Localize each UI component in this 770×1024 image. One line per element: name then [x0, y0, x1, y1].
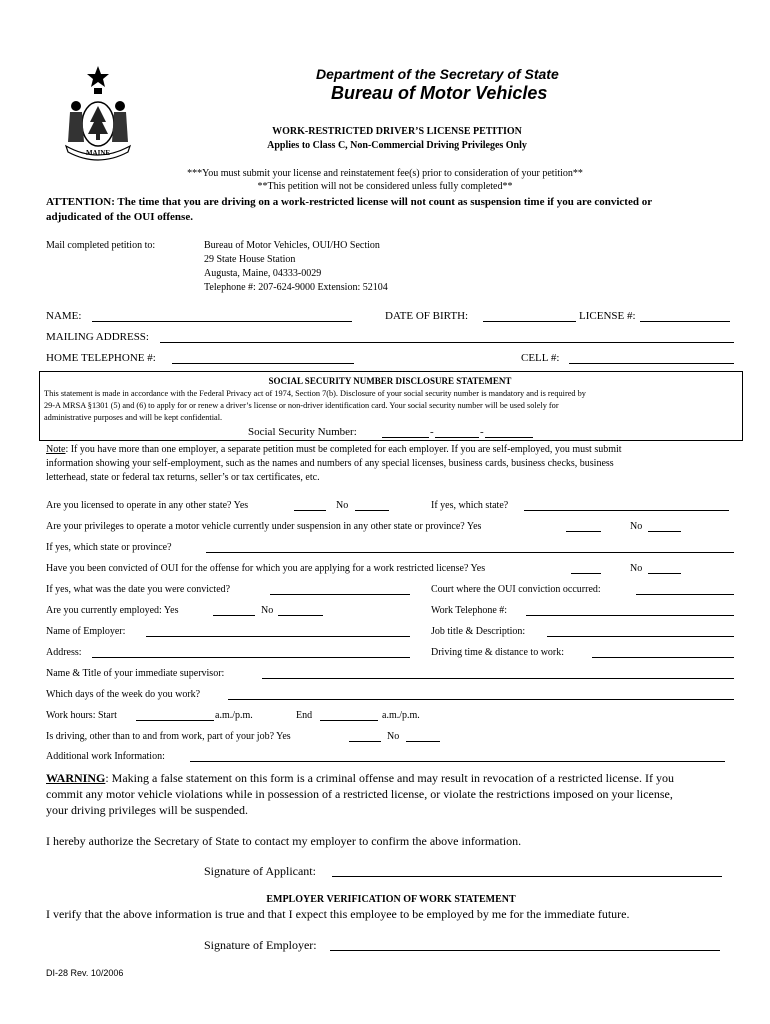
licensed-other-yes-field[interactable] — [294, 510, 326, 511]
q-oui-conviction: Have you been convicted of OUI for the offense for which you are applying for a work restricted license? Yes — [46, 563, 486, 574]
seal-banner-text: MAINE — [85, 149, 111, 157]
address-label: Address: — [46, 647, 82, 658]
mailing-address-field[interactable] — [160, 342, 734, 343]
job-title-field[interactable] — [547, 636, 734, 637]
work-hours-end-label: End — [296, 710, 313, 721]
address-field[interactable] — [92, 657, 410, 658]
work-days-field[interactable] — [228, 699, 734, 700]
dob-label: DATE OF BIRTH: — [385, 310, 469, 322]
q-licensed-other-state: Are you licensed to operate in any other state? Yes — [46, 500, 249, 511]
employed-no-field[interactable] — [278, 615, 323, 616]
ssn-text-3: administrative purposes and will be kept confidential. — [44, 413, 223, 422]
authorize-statement: I hereby authorize the Secretary of State to contact my employer to confirm the above information. — [46, 834, 522, 848]
start-ampm: a.m./p.m. — [215, 710, 253, 721]
conviction-date-field[interactable] — [270, 594, 410, 595]
form-title: WORK-RESTRICTED DRIVER’S LICENSE PETITION — [272, 126, 522, 137]
end-ampm: a.m./p.m. — [382, 710, 420, 721]
warning-text-1: : Making a false statement on this form is a criminal offense and may result in revocation of a restricted license. If you — [105, 771, 674, 785]
home-phone-field[interactable] — [172, 363, 354, 364]
which-state-province-label: If yes, which state or province? — [46, 542, 172, 553]
driving-part-no-label: No — [387, 731, 400, 742]
signature-applicant-field[interactable] — [332, 876, 722, 877]
licensed-other-no-field[interactable] — [355, 510, 389, 511]
driving-part-of-job-label: Is driving, other than to and from work, part of your job? Yes — [46, 731, 291, 742]
suspension-yes-field[interactable] — [566, 531, 601, 532]
department-title: Department of the Secretary of State — [316, 66, 559, 82]
employer-verification-heading: EMPLOYER VERIFICATION OF WORK STATEMENT — [266, 894, 516, 905]
ssn-text-1: This statement is made in accordance with the Federal Privacy act of 1974, Section 7(b). Disclosure of your social security number is mandatory and is required by — [44, 389, 586, 398]
supervisor-field[interactable] — [262, 678, 734, 679]
signature-employer-field[interactable] — [330, 950, 720, 951]
job-title-label: Job title & Description: — [431, 626, 526, 637]
signature-applicant-label: Signature of Applicant: — [204, 864, 316, 878]
note-line-1 — [46, 444, 622, 455]
suspension-no-field[interactable] — [648, 531, 681, 532]
mailing-address-label: MAILING ADDRESS: — [46, 331, 149, 343]
warning-line-1 — [46, 771, 674, 786]
q-suspension-other-state: Are your privileges to operate a motor vehicle currently under suspension in any other state or province? Yes — [46, 521, 482, 532]
license-field[interactable] — [640, 321, 730, 322]
which-state-field[interactable] — [524, 510, 729, 511]
warning-line-3: your driving privileges will be suspended. — [46, 803, 248, 817]
employed-no-label: No — [261, 605, 274, 616]
work-phone-label: Work Telephone #: — [431, 605, 508, 616]
which-state-label: If yes, which state? — [431, 500, 509, 511]
ssn-label: Social Security Number: — [248, 426, 357, 438]
signature-employer-label: Signature of Employer: — [204, 938, 317, 952]
note-line-2: information showing your self-employment, such as the names and numbers of any special licenses, business cards, business checks, business — [46, 458, 614, 469]
work-days-label: Which days of the week do you work? — [46, 689, 201, 700]
ssn-dash-2: - — [480, 426, 484, 438]
note-line-3: letterhead, state or federal tax returns, seller’s or tax certificates, etc. — [46, 472, 320, 483]
warning-label: WARNING — [46, 771, 106, 785]
court-label: Court where the OUI conviction occurred: — [431, 584, 601, 595]
oui-yes-field[interactable] — [571, 573, 601, 574]
warning-line-2: commit any motor vehicle violations while in possession of a restricted license, or violate the restrictions imposed on your license, — [46, 787, 673, 801]
license-label: LICENSE #: — [579, 310, 636, 322]
ssn-heading: SOCIAL SECURITY NUMBER DISCLOSURE STATEMENT — [268, 376, 512, 386]
employed-label: Are you currently employed: Yes — [46, 605, 179, 616]
state-seal — [58, 62, 138, 164]
additional-info-label: Additional work Information: — [46, 751, 165, 762]
fee-notice: ***You must submit your license and reinstatement fee(s) prior to consideration of your petition** — [187, 168, 583, 179]
employer-name-label: Name of Employer: — [46, 626, 126, 637]
mail-line-4: Telephone #: 207-624-9000 Extension: 52104 — [204, 282, 388, 293]
mail-label: Mail completed petition to: — [46, 240, 156, 251]
cell-label: CELL #: — [521, 352, 560, 364]
complete-notice: **This petition will not be considered unless fully completed** — [257, 181, 513, 192]
employer-verify-statement: I verify that the above information is true and that I expect this employee to be employed by me for the immediate future. — [46, 907, 630, 921]
mail-line-2: 29 State House Station — [204, 254, 296, 265]
oui-no-label: No — [630, 563, 643, 574]
dob-field[interactable] — [483, 321, 576, 322]
which-state-province-field[interactable] — [206, 552, 734, 553]
court-field[interactable] — [636, 594, 734, 595]
applies-to: Applies to Class C, Non-Commercial Driving Privileges Only — [267, 140, 527, 151]
bureau-title: Bureau of Motor Vehicles — [331, 83, 548, 103]
name-field[interactable] — [92, 321, 352, 322]
form-id: DI-28 Rev. 10/2006 — [46, 968, 124, 978]
work-phone-field[interactable] — [526, 615, 734, 616]
ssn-part-1[interactable] — [382, 437, 429, 438]
home-phone-label: HOME TELEPHONE #: — [46, 352, 156, 364]
supervisor-label: Name & Title of your immediate supervisor: — [46, 668, 225, 679]
mail-line-1: Bureau of Motor Vehicles, OUI/HO Section — [204, 240, 380, 251]
ssn-part-3[interactable] — [485, 437, 533, 438]
ssn-text-2: 29-A MRSA §1301 (5) and (6) to apply for or renew a driver’s license or non-driver identification card. Your social security number will be used solely for — [44, 401, 559, 410]
attention-line-2: adjudicated of the OUI offense. — [46, 211, 193, 223]
attention-line-1: ATTENTION: The time that you are driving on a work-restricted license will not count as suspension time if you are convicted or — [46, 196, 653, 208]
maine-seal-icon — [58, 62, 138, 164]
ssn-dash-1: - — [430, 426, 434, 438]
driving-time-field[interactable] — [592, 657, 734, 658]
suspension-no-label: No — [630, 521, 643, 532]
work-hours-start-label: Work hours: Start — [46, 710, 117, 721]
employer-name-field[interactable] — [146, 636, 410, 637]
note-label: Note — [46, 444, 66, 455]
licensed-other-no-label: No — [336, 500, 349, 511]
work-hours-end-field[interactable] — [320, 720, 378, 721]
driving-part-no-field[interactable] — [406, 741, 440, 742]
note-text-1: : If you have more than one employer, a separate petition must be completed for each employer. If you are self-employed, you must submit — [65, 444, 622, 455]
mail-line-3: Augusta, Maine, 04333-0029 — [204, 268, 322, 279]
oui-no-field[interactable] — [648, 573, 681, 574]
additional-info-field[interactable] — [190, 761, 725, 762]
employed-yes-field[interactable] — [213, 615, 255, 616]
driving-time-label: Driving time & distance to work: — [431, 647, 565, 658]
driving-part-yes-field[interactable] — [349, 741, 381, 742]
work-hours-start-field[interactable] — [136, 720, 214, 721]
conviction-date-label: If yes, what was the date you were convicted? — [46, 584, 231, 595]
cell-field[interactable] — [569, 363, 734, 364]
name-label: NAME: — [46, 310, 82, 322]
ssn-part-2[interactable] — [435, 437, 479, 438]
